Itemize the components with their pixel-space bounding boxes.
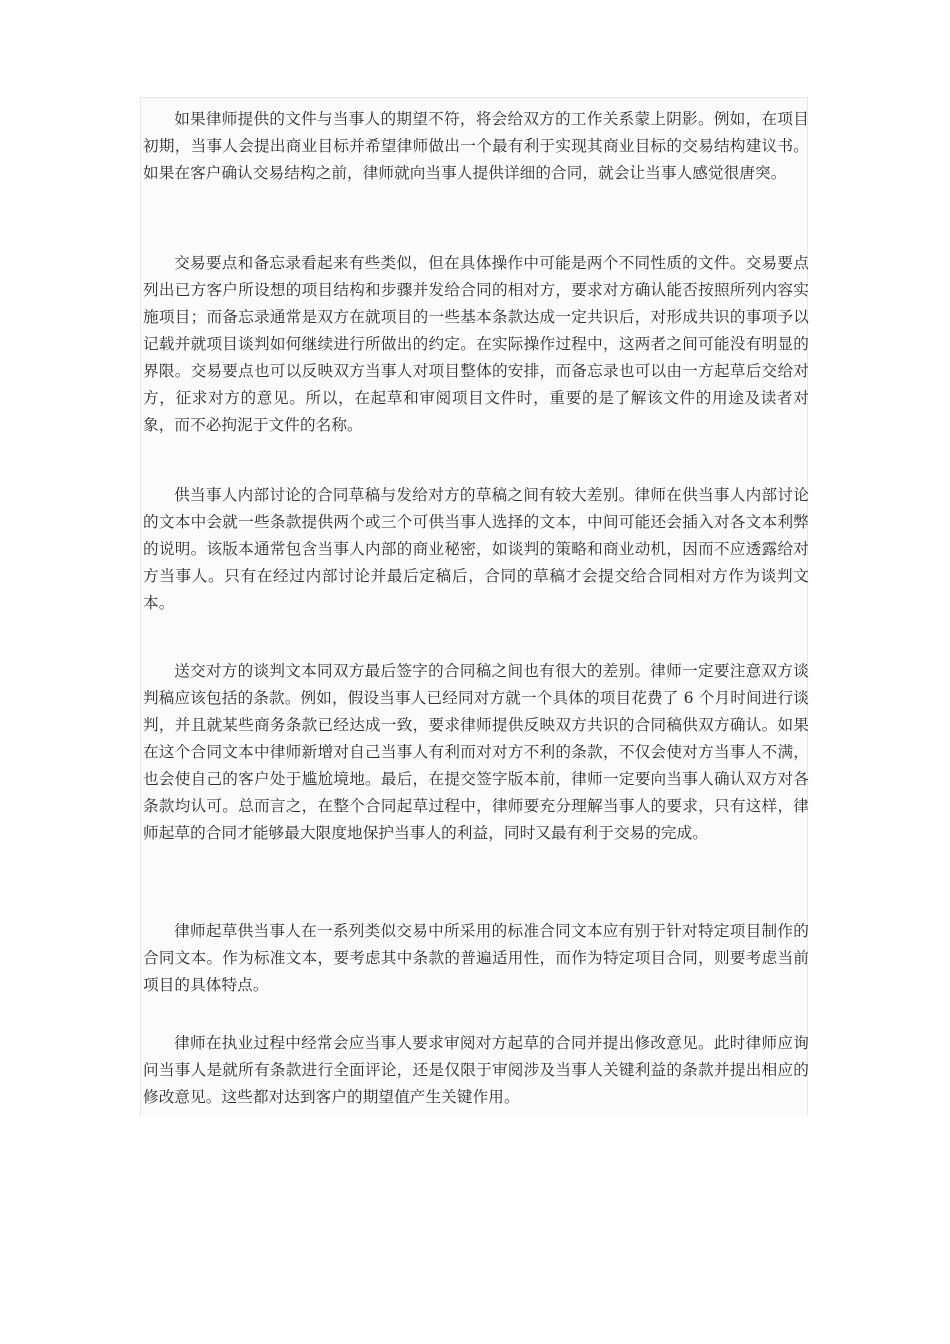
paragraph-standard-contract: 律师起草供当事人在一系列类似交易中所采用的标准合同文本应有别于针对特定项目制作的合同文本。作为标准文本，要考虑其中条款的普遍适用性，而作为特定项目合同，则要考虑当前项目的具体特点。 xyxy=(143,922,809,994)
paragraph-term-sheet-vs-memo: 交易要点和备忘录看起来有些类似，但在具体操作中可能是两个不同性质的文件。交易要点列出已方客户所设想的项目结构和步骤并发给合同的相对方，要求对方确认能否按照所列内容实施项目；而备忘录通常是双方在就项目的一些基本条款达成一定共识后，对形成共识的事项予以记载并就项目谈判如何继续进行所做出的约定。在实际操作过程中，这两者之间可能没有明显的界限。交易要点也可以反映双方当事人对项目整体的安排，而备忘录也可以由一方起草后交给对方，征求对方的意见。所以，在起草和审阅项目文件时，重要的是了解该文件的用途及读者对象，而不必拘泥于文件的名称。 xyxy=(143,254,809,434)
paragraph-internal-draft: 供当事人内部讨论的合同草稿与发给对方的草稿之间有较大差别。律师在供当事人内部讨论的文本中会就一些条款提供两个或三个可供当事人选择的文本，中间可能还会插入对各文本利弊的说明。该版本通常包含当事人内部的商业秘密，如谈判的策略和商业动机，因而不应透露给对方当事人。只有在经过内部讨论并最后定稿后，合同的草稿才会提交给合同相对方作为谈判文本。 xyxy=(143,486,809,612)
paragraph-client-expectations: 如果律师提供的文件与当事人的期望不符，将会给双方的工作关系蒙上阴影。例如，在项目初期，当事人会提出商业目标并希望律师做出一个最有利于实现其商业目标的交易结构建议书。如果在客户确认交易结构之前，律师就向当事人提供详细的合同，就会让当事人感觉很唐突。 xyxy=(143,110,809,182)
paragraph-contract-review: 律师在执业过程中经常会应当事人要求审阅对方起草的合同并提出修改意见。此时律师应询问当事人是就所有条款进行全面评论，还是仅限于审阅涉及当事人关键利益的条款并提出相应的修改意见。这些都对达到客户的期望值产生关键作用。 xyxy=(143,1034,809,1106)
paragraph-negotiation-draft: 送交对方的谈判文本同双方最后签字的合同稿之间也有很大的差别。律师一定要注意双方谈判稿应该包括的条款。例如，假设当事人已经同对方就一个具体的项目花费了 6 个月时间进行谈判，并且就某些商务条款已经达成一致，要求律师提供反映双方共识的合同稿供双方确认。如果在这个合同文本中律师新增对自己当事人有利而对对方不利的条款，不仅会使对方当事人不满，也会使自己的客户处于尴尬境地。最后，在提交签字版本前，律师一定要向当事人确认双方对各条款均认可。总而言之，在整个合同起草过程中，律师要充分理解当事人的要求，只有这样，律师起草的合同才能够最大限度地保护当事人的利益，同时又最有利于交易的完成。 xyxy=(143,662,809,842)
